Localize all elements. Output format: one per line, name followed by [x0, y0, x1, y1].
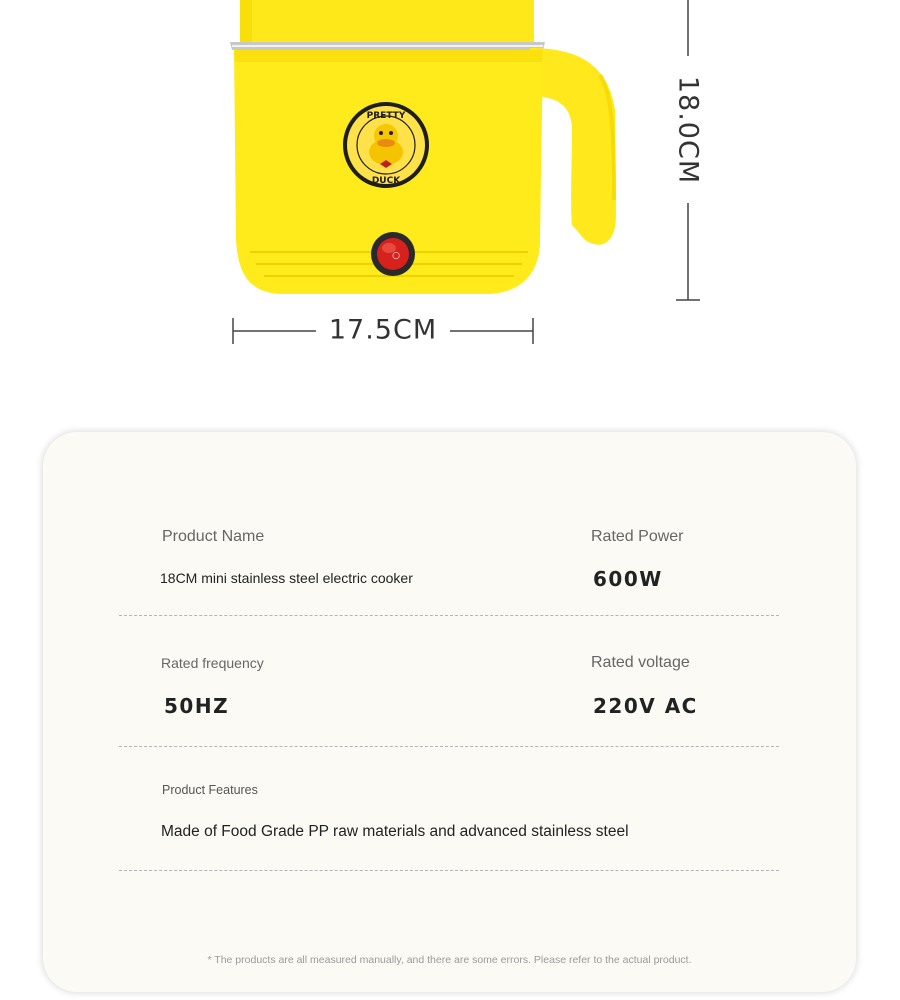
electric-cooker-image [0, 0, 900, 400]
rated-voltage-value: 220V AC [593, 694, 698, 718]
rated-power-label: Rated Power [591, 528, 684, 545]
rated-voltage-label: Rated voltage [591, 654, 690, 671]
rated-frequency-label: Rated frequency [161, 655, 264, 671]
power-switch [371, 232, 415, 276]
rated-frequency-value: 50HZ [164, 694, 230, 718]
product-features-label: Product Features [162, 783, 258, 797]
cooker-upper-body [240, 0, 534, 42]
switch-symbol: ○ [392, 251, 400, 261]
spec-card [43, 432, 856, 992]
width-dimension-label: 17.5CM [328, 314, 438, 346]
divider [119, 615, 779, 616]
product-features-value: Made of Food Grade PP raw materials and advanced stainless steel [161, 823, 629, 840]
product-area [0, 0, 900, 400]
logo-top-text: PRETTY [366, 111, 406, 121]
product-name-value: 18CM mini stainless steel electric cooker [160, 570, 413, 586]
logo-bottom-text: DUCK [371, 176, 401, 186]
rated-power-value: 600W [593, 567, 663, 591]
divider [119, 870, 779, 871]
divider [119, 746, 779, 747]
product-name-label: Product Name [162, 528, 265, 545]
height-dimension-label: 18.0CM [672, 75, 704, 185]
pretty-duck-logo [343, 102, 429, 188]
measurement-footnote: * The products are all measured manually, and there are some errors. Please refer to the actual product. [207, 954, 692, 966]
